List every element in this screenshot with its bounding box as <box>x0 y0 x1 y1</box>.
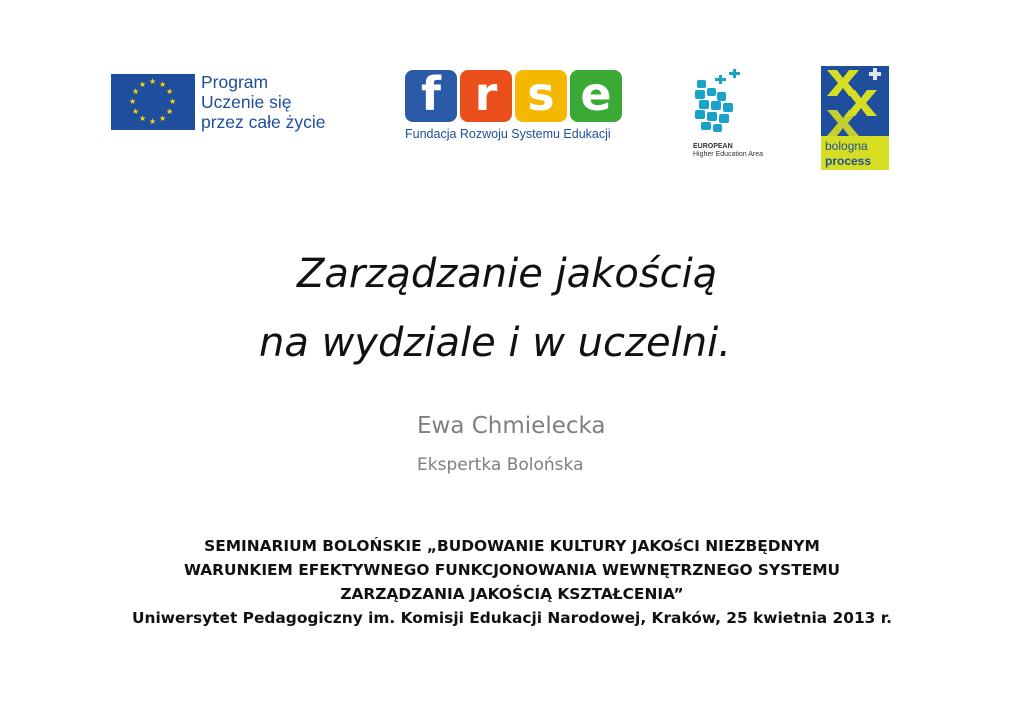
ehea-logo <box>693 68 773 159</box>
eu-flag-icon: ★ ★ ★ ★ ★ ★ ★ ★ ★ ★ ★ ★ <box>111 74 195 130</box>
slide-title-line1: Zarządzanie jakością <box>297 251 718 297</box>
eu-programme-line: Uczenie się <box>201 92 292 112</box>
seminar-line1: SEMINARIUM BOLOŃSKIE „BUDOWANIE KULTURY JAKOśCI NIEZBĘDNYM <box>204 537 820 555</box>
author-name: Ewa Chmielecka <box>417 413 606 439</box>
ehea-puzzle-icon <box>693 68 745 136</box>
ehea-caption-line2: Higher Education Area <box>693 151 764 158</box>
seminar-line2: WARUNKIEM EFEKTYWNEGO FUNKCJONOWANIA WEWNĘTRZNEGO SYSTEMU <box>183 561 841 579</box>
eu-programme-logo <box>111 72 326 132</box>
bologna-process-logo <box>821 66 889 170</box>
frse-subtitle: Fundacja Rozwoju Systemu Edukacji <box>405 127 611 141</box>
frse-tile-e: e <box>570 70 622 122</box>
frse-tile-s: s <box>515 70 567 122</box>
seminar-info <box>0 534 1024 630</box>
ehea-caption <box>693 143 773 159</box>
author-role: Ekspertka Bolońska <box>417 455 584 475</box>
eu-programme-line: przez całe życie <box>201 112 326 132</box>
bologna-line1: bologna <box>825 139 868 153</box>
eu-programme-line: Program <box>201 72 269 92</box>
seminar-venue-date: Uniwersytet Pedagogiczny im. Komisji Edukacji Narodowej, Kraków, 25 kwietnia 2013 r. <box>132 609 892 627</box>
eu-programme-text <box>201 72 326 132</box>
seminar-line3: ZARZĄDZANIA JAKOŚCIĄ KSZTAŁCENIA” <box>340 585 684 603</box>
slide-title-line2: na wydziale i w uczelni. <box>259 320 731 366</box>
frse-tile-r: r <box>460 70 512 122</box>
frse-letter-tiles <box>405 67 622 122</box>
bologna-line2: process <box>825 154 872 168</box>
ehea-caption-line1: EUROPEAN <box>693 143 733 150</box>
frse-logo <box>405 67 622 141</box>
frse-tile-f: f <box>405 70 457 122</box>
